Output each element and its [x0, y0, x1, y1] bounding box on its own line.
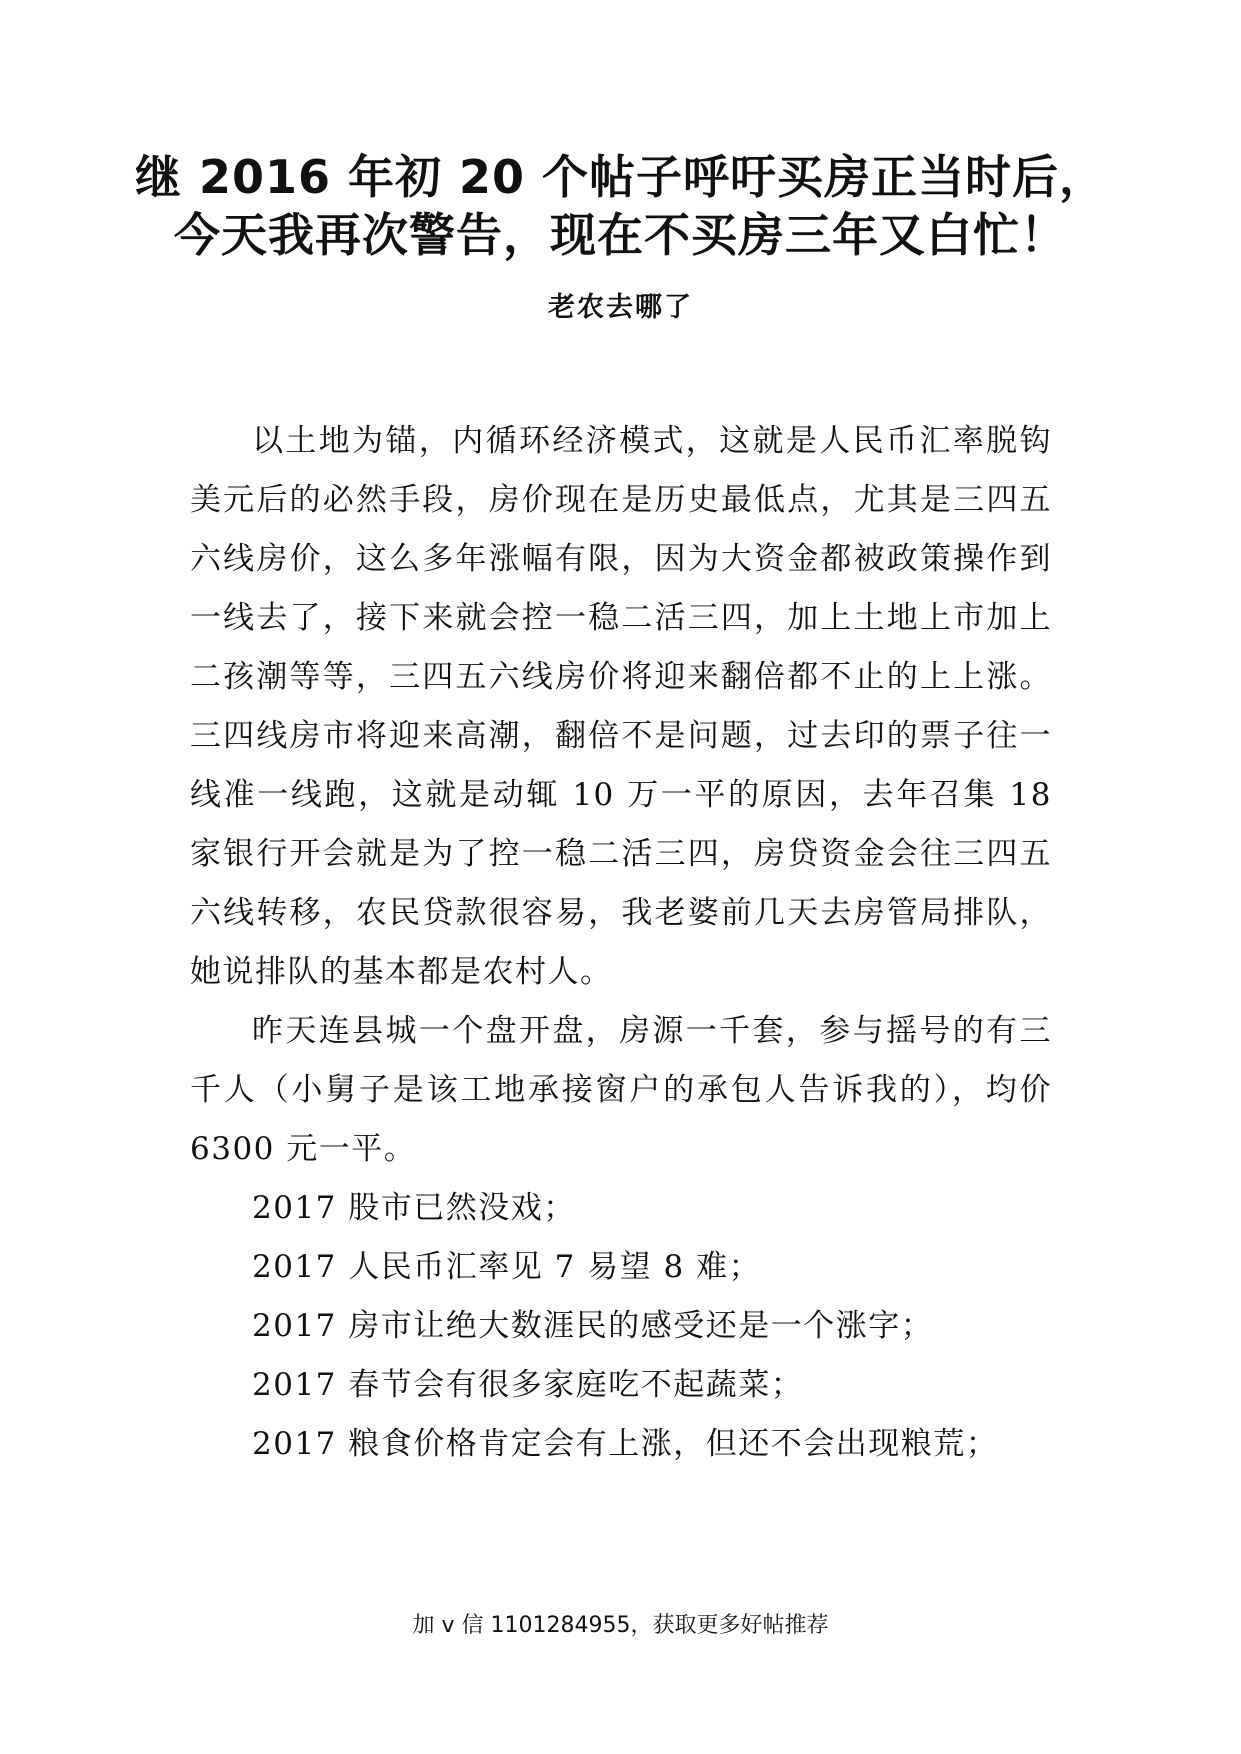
document-title: [0, 148, 1241, 264]
prediction-line: 2017 春节会有很多家庭吃不起蔬菜；: [252, 1367, 804, 1403]
paragraph: 昨天连县城一个盘开盘，房源一千套，参与摇号的有三千人（小舅子是该工地承接窗户的承包人告诉我的），均价 6300 元一平。: [190, 1013, 1052, 1167]
author-name: 老农去哪了: [548, 292, 693, 323]
title-line-2: 今天我再次警告，现在不买房三年又白忙！: [174, 208, 1067, 262]
page-footer: 加 v 信 1101284955，获取更多好帖推荐: [412, 1613, 829, 1638]
title-line-1: 继 2016 年初 20 个帖子呼吁买房正当时后，: [134, 150, 1107, 204]
paragraph: 以土地为锚，内循环经济模式，这就是人民币汇率脱钩美元后的必然手段，房价现在是历史最低点，尤其是三四五六线房价，这么多年涨幅有限，因为大资金都被政策操作到一线去了，接下来就会控一稳二活三四，加上土地上市加上二孩潮等等，三四五六线房价将迎来翻倍都不止的上上涨。三四线房市将迎来高潮，翻倍不是问题，过去印的票子往一线准一线跑，这就是动辄 10 万一平的原因，去年召集 18 家银行开会就是为了控一稳二活三四，房贷资金会往三四五六线转移，农民贷款很容易，我老婆前几天去房管局排队，她说排队的基本都是农村人。: [190, 423, 1052, 990]
prediction-line: 2017 房市让绝大数涯民的感受还是一个涨字；: [252, 1308, 934, 1344]
article-body: [190, 412, 1052, 1474]
prediction-line: 2017 粮食价格肯定会有上涨，但还不会出现粮荒；: [252, 1426, 999, 1462]
prediction-line: 2017 人民币汇率见 7 易望 8 难；: [252, 1249, 762, 1285]
prediction-line: 2017 股市已然没戏；: [252, 1190, 576, 1226]
